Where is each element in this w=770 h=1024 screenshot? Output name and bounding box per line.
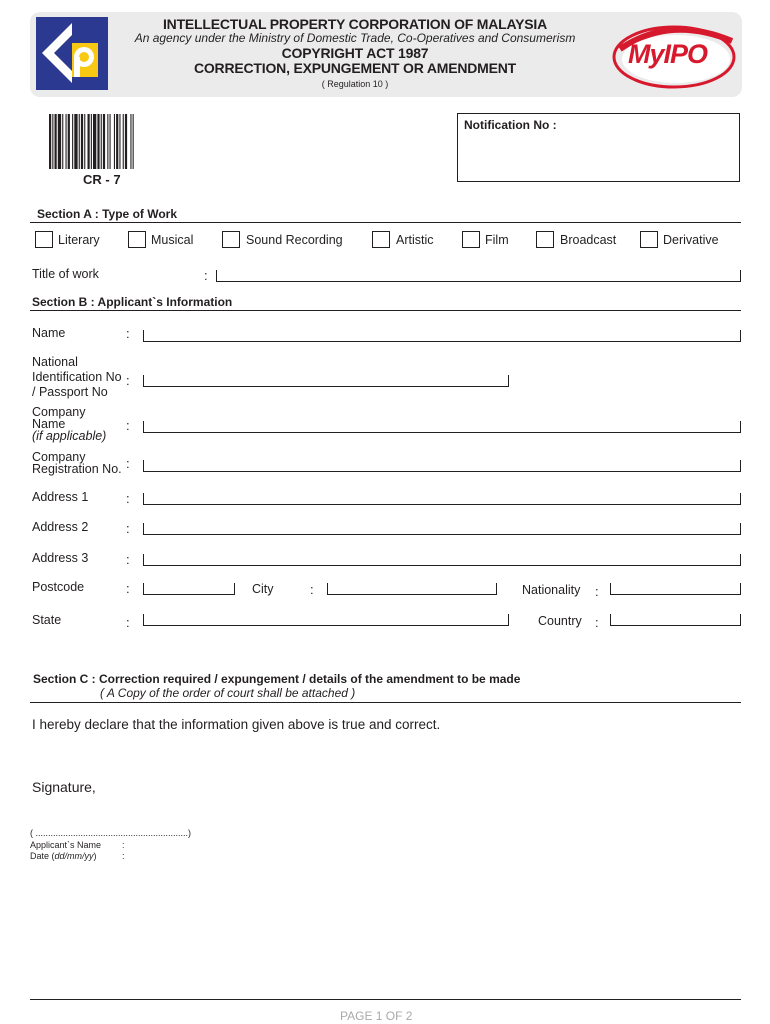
colon: :	[595, 615, 599, 630]
label-artistic: Artistic	[396, 233, 434, 247]
colon: :	[126, 373, 130, 388]
page-number: PAGE 1 OF 2	[340, 1009, 413, 1023]
nid-label-3: / Passport No	[32, 385, 108, 399]
label-sound-recording: Sound Recording	[246, 233, 343, 247]
section-b-divider	[30, 310, 741, 311]
barcode	[49, 114, 171, 169]
section-c-divider	[30, 702, 741, 703]
colon: :	[310, 582, 314, 597]
section-a-divider	[30, 222, 741, 223]
regulation-line: ( Regulation 10 )	[321, 79, 389, 89]
national-id-field[interactable]	[143, 375, 509, 387]
title-of-work-field[interactable]	[216, 270, 741, 282]
applicant-name-label: Applicant`s Name	[30, 840, 102, 850]
act-title: COPYRIGHT ACT 1987	[281, 45, 429, 61]
colon: :	[122, 840, 125, 850]
date-format: dd/mm/yy	[54, 851, 94, 861]
country-field[interactable]	[610, 614, 741, 626]
org-name: INTELLECTUAL PROPERTY CORPORATION OF MALAYSIA	[162, 16, 548, 32]
date-prefix: Date (	[30, 851, 55, 861]
state-field[interactable]	[143, 614, 509, 626]
checkbox-musical[interactable]	[128, 231, 146, 248]
agency-line: An agency under the Ministry of Domestic Trade, Co-Operatives and Consumerism	[134, 31, 576, 45]
colon: :	[126, 615, 130, 630]
company-reg-label-1: Company	[32, 450, 86, 464]
company-label-3: (if applicable)	[32, 429, 107, 443]
nid-label-2: Identification No	[32, 370, 122, 384]
address3-field[interactable]	[143, 554, 741, 566]
myipo-logo-text: MyIPO	[628, 39, 708, 69]
postcode-label: Postcode	[32, 580, 85, 594]
company-reg-field[interactable]	[143, 460, 741, 472]
date-label	[30, 851, 97, 861]
footer-divider	[30, 999, 741, 1000]
declaration-text: I hereby declare that the information given above is true and correct.	[32, 717, 441, 732]
label-musical: Musical	[151, 233, 194, 247]
colon: :	[204, 268, 208, 283]
signature-line: ( .............................................................)	[30, 828, 192, 838]
barcode-icon	[49, 114, 171, 169]
colon: :	[126, 521, 130, 536]
checkbox-broadcast[interactable]	[536, 231, 554, 248]
state-label: State	[32, 613, 62, 627]
checkbox-artistic[interactable]	[372, 231, 390, 248]
form-title: CORRECTION, EXPUNGEMENT OR AMENDMENT	[193, 60, 517, 76]
label-derivative: Derivative	[663, 233, 719, 247]
section-c-title: Section C : Correction required / expungement / details of the amendment to be made	[33, 672, 521, 686]
colon: :	[595, 584, 599, 599]
address1-field[interactable]	[143, 493, 741, 505]
form-code: CR - 7	[83, 172, 121, 187]
checkbox-derivative[interactable]	[640, 231, 658, 248]
company-reg-label-2: Registration No.	[32, 462, 122, 476]
name-label: Name	[32, 326, 66, 340]
colon: :	[126, 581, 130, 596]
nationality-label: Nationality	[522, 583, 581, 597]
address2-label: Address 2	[32, 520, 89, 534]
signature-label: Signature,	[32, 779, 96, 795]
notification-label: Notification No :	[464, 118, 557, 132]
ipcm-logo	[36, 17, 108, 90]
country-label: Country	[538, 614, 582, 628]
section-c-note: ( A Copy of the order of court shall be attached )	[100, 686, 356, 700]
company-label-2: Name	[32, 417, 66, 431]
name-field[interactable]	[143, 330, 741, 342]
city-field[interactable]	[327, 583, 497, 595]
checkbox-sound-recording[interactable]	[222, 231, 240, 248]
title-of-work-label: Title of work	[32, 267, 99, 281]
colon: :	[126, 418, 130, 433]
company-name-field[interactable]	[143, 421, 741, 433]
colon: :	[122, 851, 125, 861]
address2-field[interactable]	[143, 523, 741, 535]
colon: :	[126, 491, 130, 506]
colon: :	[126, 552, 130, 567]
nid-label-1: National	[32, 355, 78, 369]
label-broadcast: Broadcast	[560, 233, 617, 247]
company-label-1: Company	[32, 405, 86, 419]
label-literary: Literary	[58, 233, 100, 247]
city-label: City	[252, 582, 274, 596]
section-b-title: Section B : Applicant`s Information	[32, 295, 233, 309]
checkbox-literary[interactable]	[35, 231, 53, 248]
nationality-field[interactable]	[610, 583, 741, 595]
date-suffix: )	[93, 851, 97, 861]
label-film: Film	[485, 233, 509, 247]
section-a-title: Section A : Type of Work	[37, 207, 178, 221]
address1-label: Address 1	[32, 490, 89, 504]
ipcm-logo-icon	[36, 17, 108, 90]
myipo-logo	[610, 19, 738, 91]
postcode-field[interactable]	[143, 583, 235, 595]
checkbox-film[interactable]	[462, 231, 480, 248]
colon: :	[126, 456, 130, 471]
address3-label: Address 3	[32, 551, 89, 565]
colon: :	[126, 326, 130, 341]
